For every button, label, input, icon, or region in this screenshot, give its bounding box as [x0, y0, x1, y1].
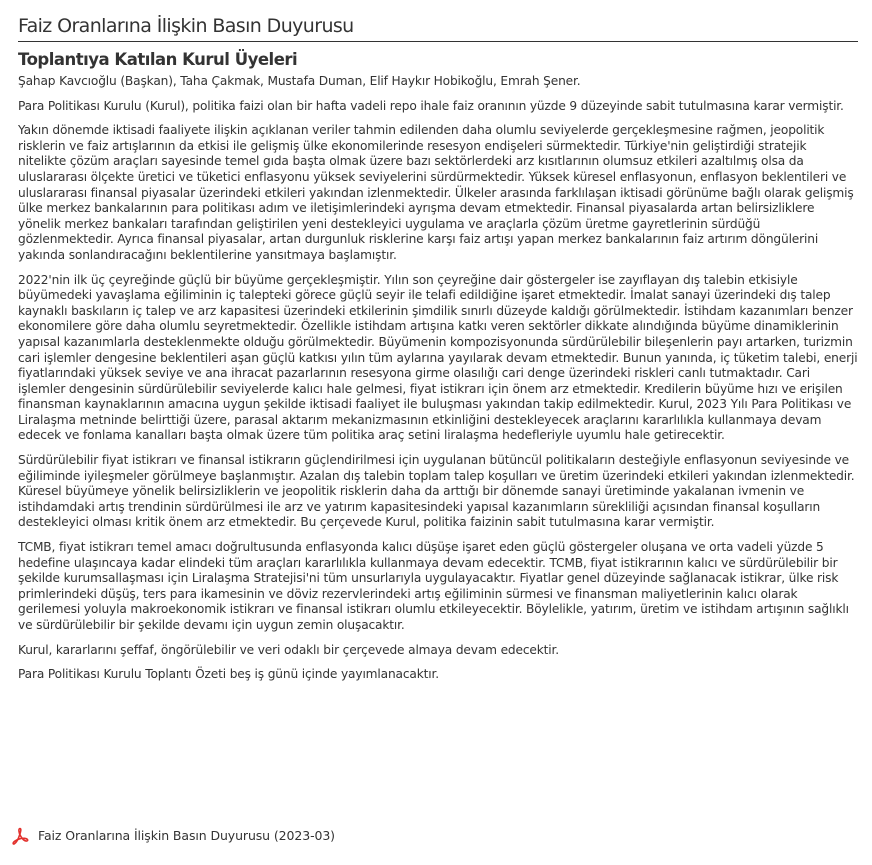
- pdf-icon: [10, 826, 30, 846]
- committee-members: Şahap Kavcıoğlu (Başkan), Taha Çakmak, Mustafa Duman, Elif Haykır Hobikoğlu, Emrah Şener.: [18, 74, 581, 88]
- page-title: Faiz Oranlarına İlişkin Basın Duyurusu: [18, 0, 858, 42]
- pdf-download-link[interactable]: [10, 826, 335, 846]
- section-title: Toplantıya Katılan Kurul Üyeleri: [18, 50, 298, 69]
- pdf-link-text: Faiz Oranlarına İlişkin Basın Duyurusu (2023-03): [38, 828, 335, 843]
- paragraph-global-outlook: Yakın dönemde iktisadi faaliyete ilişkin açıklanan veriler tahmin edilenden daha olumlu seviyelerde gerçekleşmesine rağmen, jeopolitik risklerin ve faiz artışlarının da etkisi ile gelişmiş ülke ekonomilerinde resesyon endişeleri sürmektedir. Türkiye'nin geliştirdiği stratejik nitelikte çözüm araçları sayesinde temel gıda başta olmak üzere bazı sektörlerdeki arz kısıtlarının olumsuz etkileri azaltılmış olsa da uluslararası ölçekte üretici ve tüketici enflasyonu yüksek seviyelerini sürdürmektedir. Yüksek küresel enflasyonun, enflasyon beklentileri ve uluslararası finansal piyasalar üzerindeki etkileri yakından izlenmektedir. Ülkeler arasında farklılaşan iktisadi görünüme bağlı olarak gelişmiş ülke merkez bankalarının para politikası adım ve iletişimlerindeki ayrışma devam etmektedir. Finansal piyasalarda artan belirsizliklere yönelik merkez bankaları tarafından geliştirilen yeni destekleyici uygulama ve araçlarla çözüm üretme gayretlerinin sürdüğü gözlenmektedir. Ayrıca finansal piyasalar, artan durgunluk risklerine karşı faiz artışı yapan merkez bankalarının faiz artırım döngülerini yakında sonlandıracağını beklentilerine yansıtmaya başlamıştır.: [18, 123, 854, 262]
- paragraph-decision: Para Politikası Kurulu (Kurul), politika faizi olan bir hafta vadeli repo ihale faiz oranının yüzde 9 düzeyinde sabit tutulmasına karar vermiştir.: [18, 98, 844, 113]
- paragraph-price-stability: TCMB, fiyat istikrarı temel amacı doğrultusunda enflasyonda kalıcı düşüşe işaret eden güçlü göstergeler oluşana ve orta vadeli yüzde 5 hedefine ulaşıncaya kadar elindeki tüm araçları kararlılıkla kullanmaya devam edecektir. TCMB, fiyat istikrarının kalıcı ve sürdürülebilir bir şekilde kurumsallaşması için Liralaşma Stratejisi'ni tüm unsurlarıyla uygulayacaktır. Fiyatlar genel düzeyinde sağlanacak istikrar, ülke risk primlerindeki düşüş, ters para ikamesinin ve döviz rezervlerindeki artış eğiliminin sürmesi ve finansman maliyetlerinin kalıcı olarak gerilemesi yoluyla makroekonomik istikrarı ve finansal istikrarı olumlu etkileyecektir. Böylelikle, yatırım, üretim ve istihdam artışının sağlıklı ve sürdürülebilir bir şekilde devamı için uygun zemin oluşacaktır.: [18, 540, 849, 632]
- paragraph-summary-notice: Para Politikası Kurulu Toplantı Özeti beş iş günü içinde yayımlanacaktır.: [18, 667, 439, 682]
- paragraph-transparency: Kurul, kararlarını şeffaf, öngörülebilir ve veri odaklı bir çerçevede almaya devam edecektir.: [18, 642, 560, 657]
- paragraph-policy-rationale: Sürdürülebilir fiyat istikrarı ve finansal istikrarın güçlendirilmesi için uygulanan bütüncül politikaların desteğiyle enflasyonun seviyesinde ve eğiliminde iyileşmeler görülmeye başlanmıştır. Azalan dış talebin toplam talep koşulları ve üretim üzerindeki etkileri yakından izlenmektedir. Küresel büyümeye yönelik belirsizliklerin ve jeopolitik risklerin daha da arttığı bir dönemde sanayi üretiminde yakalanan ivmenin ve istihdamdaki artış trendinin sürdürülmesi ile arz ve yatırım kapasitesindeki yapısal kazanımların sürekliliği açısından finansal koşulların destekleyici olması kritik önem arz etmektedir. Bu çerçevede Kurul, politika faizinin sabit tutulmasına karar vermiştir.: [18, 453, 855, 530]
- press-release-body: [18, 74, 858, 683]
- paragraph-domestic-growth: 2022'nin ilk üç çeyreğinde güçlü bir büyüme gerçekleşmiştir. Yılın son çeyreğine dair göstergeler ise zayıflayan dış talebin etkisiyle büyümedeki yavaşlama eğiliminin iç talepteki görece güçlü seyir ile telafi edildiğine işaret etmektedir. İmalat sanayi üzerindeki dış talep kaynaklı baskıların iç talep ve arz kapasitesi üzerindeki etkilerinin şimdilik sınırlı düzeyde kaldığı görülmektedir. İstihdam kazanımları benzer ekonomilere göre daha olumlu seyretmektedir. Özellikle istihdam artışına katkı veren sektörler dikkate alındığında büyüme dinamiklerinin yapısal kazanımlarla desteklenmekte olduğu görülmektedir. Büyümenin kompozisyonunda sürdürülebilir bileşenlerin payı artarken, turizmin cari işlemler dengesine beklentileri aşan güçlü katkısı yılın tüm aylarına yayılarak devam etmektedir. Bunun yanında, iç tüketim talebi, enerji fiyatlarındaki yüksek seviye ve ana ihracat pazarlarının resesyona girme olasılığı cari denge üzerindeki riskleri canlı tutmaktadır. Cari işlemler dengesinin sürdürülebilir seviyelerde kalıcı hale gelmesi, fiyat istikrarı için önem arz etmektedir. Kredilerin büyüme hızı ve erişilen finansman kaynaklarının amacına uygun şekilde iktisadi faaliyet ile buluşması yakından takip edilmektedir. Kurul, 2023 Yılı Para Politikası ve Liralaşma metninde belirttiği üzere, parasal aktarım mekanizmasının etkinliğini destekleyecek araçlarını kararlılıkla kullanmaya devam edecek ve fonlama kanalları başta olmak üzere tüm politika araç setini liralaşma hedefleriyle uyumlu hale getirecektir.: [18, 272, 858, 443]
